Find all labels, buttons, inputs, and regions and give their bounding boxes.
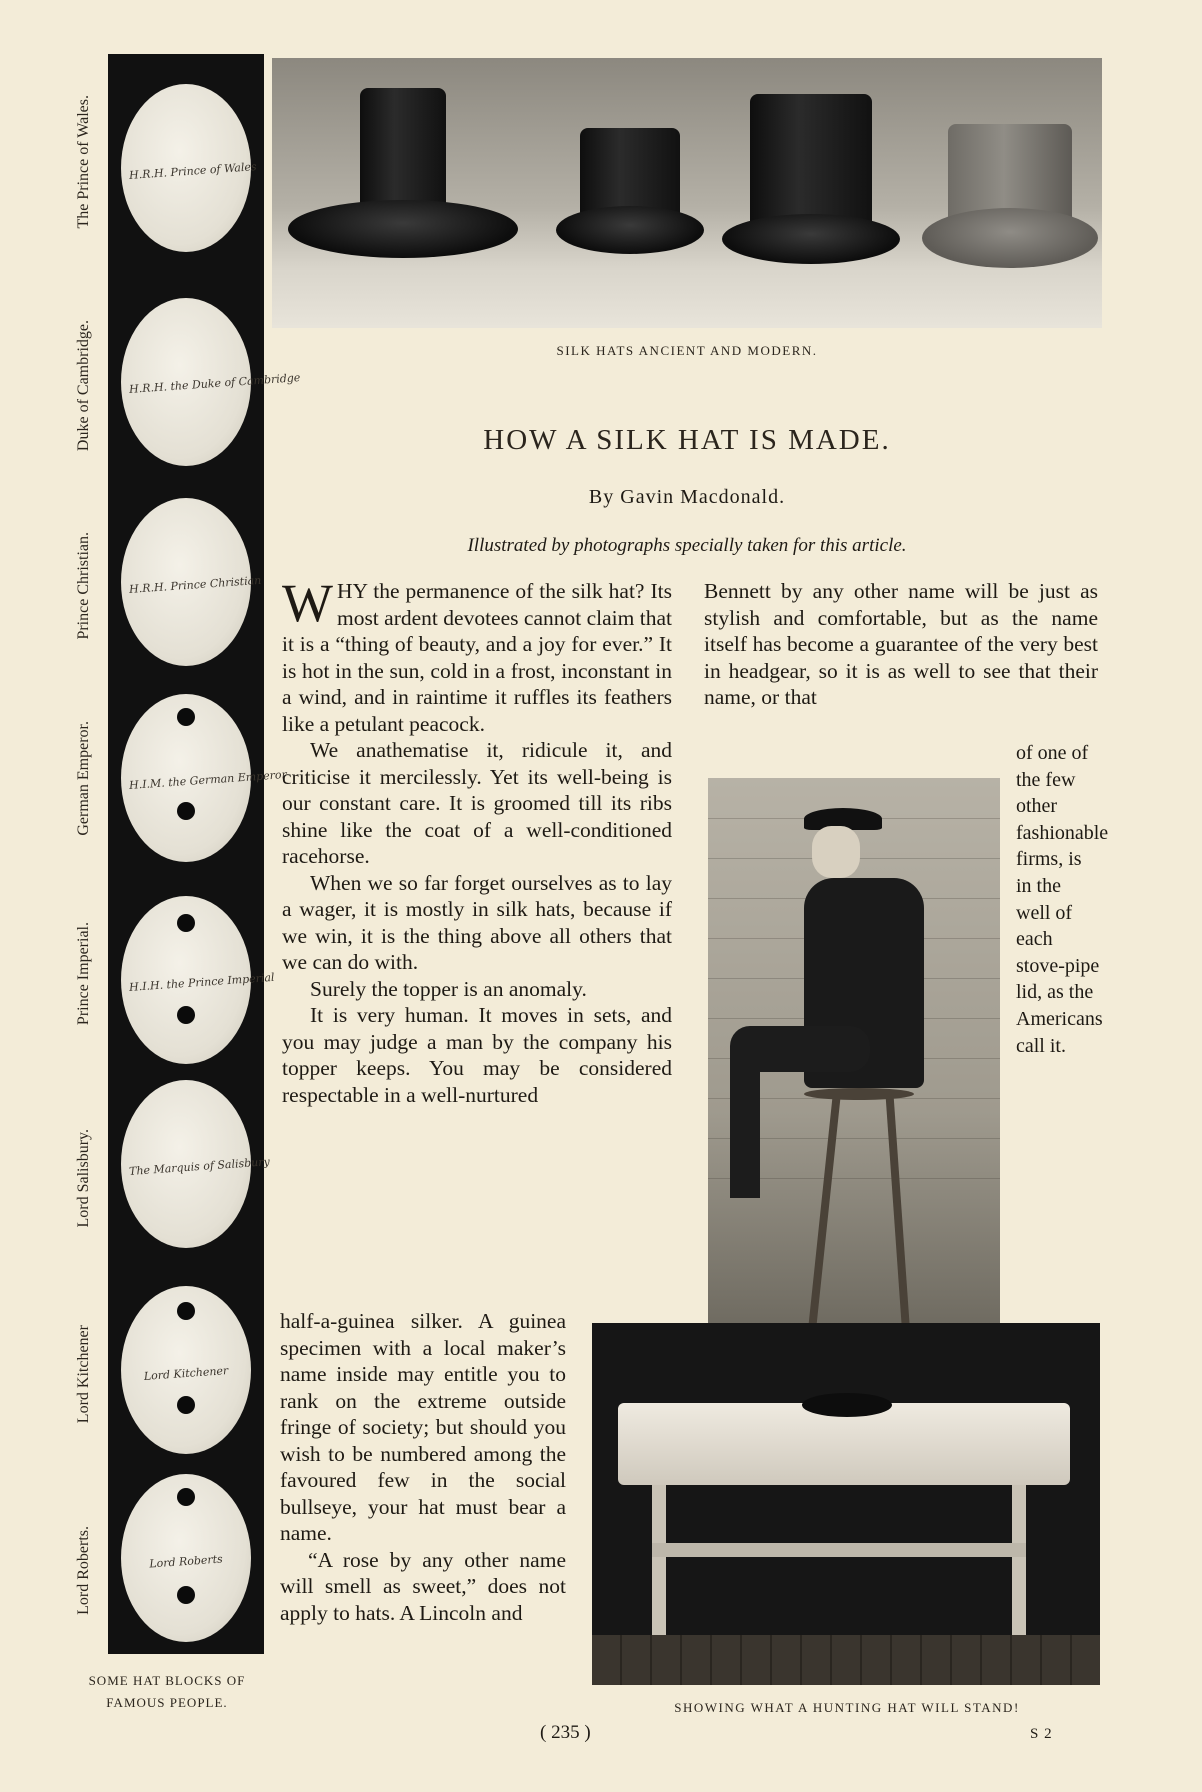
hat-block-hole bbox=[177, 1302, 195, 1320]
table-leg bbox=[1012, 1485, 1026, 1635]
hat-block-lord-roberts bbox=[121, 1474, 251, 1642]
label-lord-salisbury: Lord Salisbury. bbox=[75, 1128, 92, 1228]
stool-leg bbox=[807, 1096, 840, 1336]
paragraph: It is very human. It moves in sets, and you may judge a man by the company his topper keeps. You may be considered respectable in a well-nurtured bbox=[282, 1003, 672, 1107]
hat-block-lord-salisbury bbox=[121, 1080, 271, 1248]
hat-block-hole bbox=[177, 802, 195, 820]
table-shelf bbox=[652, 1543, 1026, 1557]
drop-cap: W bbox=[282, 573, 333, 633]
paragraph: half-a-guinea silker. A guinea specimen with a local maker’s name inside may entitle you to rank on the extreme outside fringe of society; but should you wish to be numbered among the favoured few in the social bullseye, your hat must bear a name. bbox=[280, 1309, 566, 1545]
silk-hats-caption: SILK HATS ANCIENT AND MODERN. bbox=[556, 343, 818, 358]
hat-image bbox=[288, 88, 518, 258]
label-lord-kitchener: Lord Kitchener bbox=[75, 1324, 92, 1424]
hat-block-hole bbox=[177, 1586, 195, 1604]
hat-block-signature: H.I.H. the Prince Imperial bbox=[128, 970, 275, 994]
brick-floor bbox=[592, 1635, 1100, 1685]
hat-block-lord-kitchener bbox=[121, 1286, 251, 1454]
table-leg bbox=[652, 1485, 666, 1635]
boy-photo-base bbox=[592, 1323, 1100, 1685]
article-column-2 bbox=[704, 578, 1098, 711]
silk-hats-photo bbox=[272, 58, 1102, 328]
hat-block-signature: H.I.M. the German Emperor bbox=[128, 767, 288, 792]
hat-block-signature: Lord Roberts bbox=[148, 1552, 224, 1571]
paragraph: Surely the topper is an anomaly. bbox=[310, 976, 587, 1001]
boy-on-stool-photo bbox=[708, 778, 1000, 1334]
article-title: HOW A SILK HAT IS MADE. bbox=[483, 424, 891, 456]
article-column-1-narrow bbox=[280, 1308, 566, 1626]
hat-block-hole bbox=[177, 708, 195, 726]
signature-mark: S 2 bbox=[1030, 1726, 1053, 1742]
hunting-hat bbox=[802, 1393, 892, 1417]
paragraph: of one of the few other fashionable firms, is in the well of each stove-pipe lid, as the Americans call it. bbox=[1016, 742, 1109, 1057]
hat-image bbox=[722, 94, 900, 266]
hat-block-prince-of-wales bbox=[121, 84, 257, 252]
hat-block-hole bbox=[177, 1006, 195, 1024]
stool-seat bbox=[804, 1088, 914, 1100]
hat-block-german-emperor bbox=[121, 694, 288, 862]
label-duke-of-cambridge: Duke of Cambridge. bbox=[75, 320, 92, 452]
label-german-emperor: German Emperor. bbox=[75, 720, 92, 836]
hat-block-prince-christian bbox=[121, 498, 262, 666]
hat-blocks-strip bbox=[108, 54, 301, 1654]
paragraph: HY the permanence of the silk hat? Its most ardent devotees cannot claim that it is a “thing of beauty, and a joy for ever.” It is hot in the sun, cold in a frost, inconstant in a wind, and in raintime it ruffles its feathers like a petulant peacock. bbox=[282, 579, 672, 736]
hat-block-hole bbox=[177, 1488, 195, 1506]
hat-block-hole bbox=[177, 914, 195, 932]
label-prince-imperial: Prince Imperial. bbox=[75, 922, 92, 1026]
paragraph: When we so far forget ourselves as to lay a wager, it is mostly in silk hats, because if we win, it is the thing above all others that we can do with. bbox=[282, 870, 672, 974]
label-prince-christian: Prince Christian. bbox=[75, 532, 92, 640]
article-column-2-narrow bbox=[1016, 740, 1109, 1059]
hat-block-duke-of-cambridge bbox=[121, 298, 301, 466]
hat-image bbox=[556, 128, 704, 258]
hat-block-signature: H.R.H. Prince Christian bbox=[128, 573, 262, 596]
hat-block-prince-imperial bbox=[121, 896, 275, 1064]
article-column-1 bbox=[282, 573, 672, 1108]
hat-block-hole bbox=[177, 1396, 195, 1414]
boy-lower-leg bbox=[730, 1048, 760, 1198]
paragraph: We anathematise it, ridicule it, and criticise it mercilessly. Yet its well-being is our constant care. It is groomed till its ribs shine like the coat of a well-conditioned racehorse. bbox=[282, 738, 672, 868]
stool-leg bbox=[886, 1096, 911, 1336]
page-number: ( 235 ) bbox=[540, 1722, 591, 1743]
hat-block-signature: The Marquis of Salisbury bbox=[128, 1154, 271, 1178]
hat-block-signature: H.R.H. the Duke of Cambridge bbox=[128, 370, 301, 396]
hunting-hat-caption: SHOWING WHAT A HUNTING HAT WILL STAND! bbox=[674, 1700, 1020, 1715]
article-byline: By Gavin Macdonald. bbox=[588, 486, 786, 508]
paragraph: “A rose by any other name will smell as sweet,” does not apply to hats. A Lincoln and bbox=[280, 1547, 566, 1625]
label-lord-roberts: Lord Roberts. bbox=[75, 1525, 92, 1615]
hat-block-signature: H.R.H. Prince of Wales bbox=[128, 159, 257, 182]
hat-block-signature: Lord Kitchener bbox=[143, 1363, 229, 1383]
label-prince-of-wales: The Prince of Wales. bbox=[75, 95, 92, 229]
hat-blocks-caption: SOME HAT BLOCKS OF FAMOUS PEOPLE. bbox=[88, 1673, 246, 1710]
article-illustrated-credit: Illustrated by photographs specially taken for this article. bbox=[467, 535, 907, 556]
hat-image bbox=[922, 124, 1098, 274]
boy-face bbox=[812, 826, 860, 878]
paragraph: Bennett by any other name will be just as stylish and comfortable, but as the name itself has become a guarantee of the very best in headgear, so it is as well to see that their name, or that bbox=[704, 579, 1098, 709]
